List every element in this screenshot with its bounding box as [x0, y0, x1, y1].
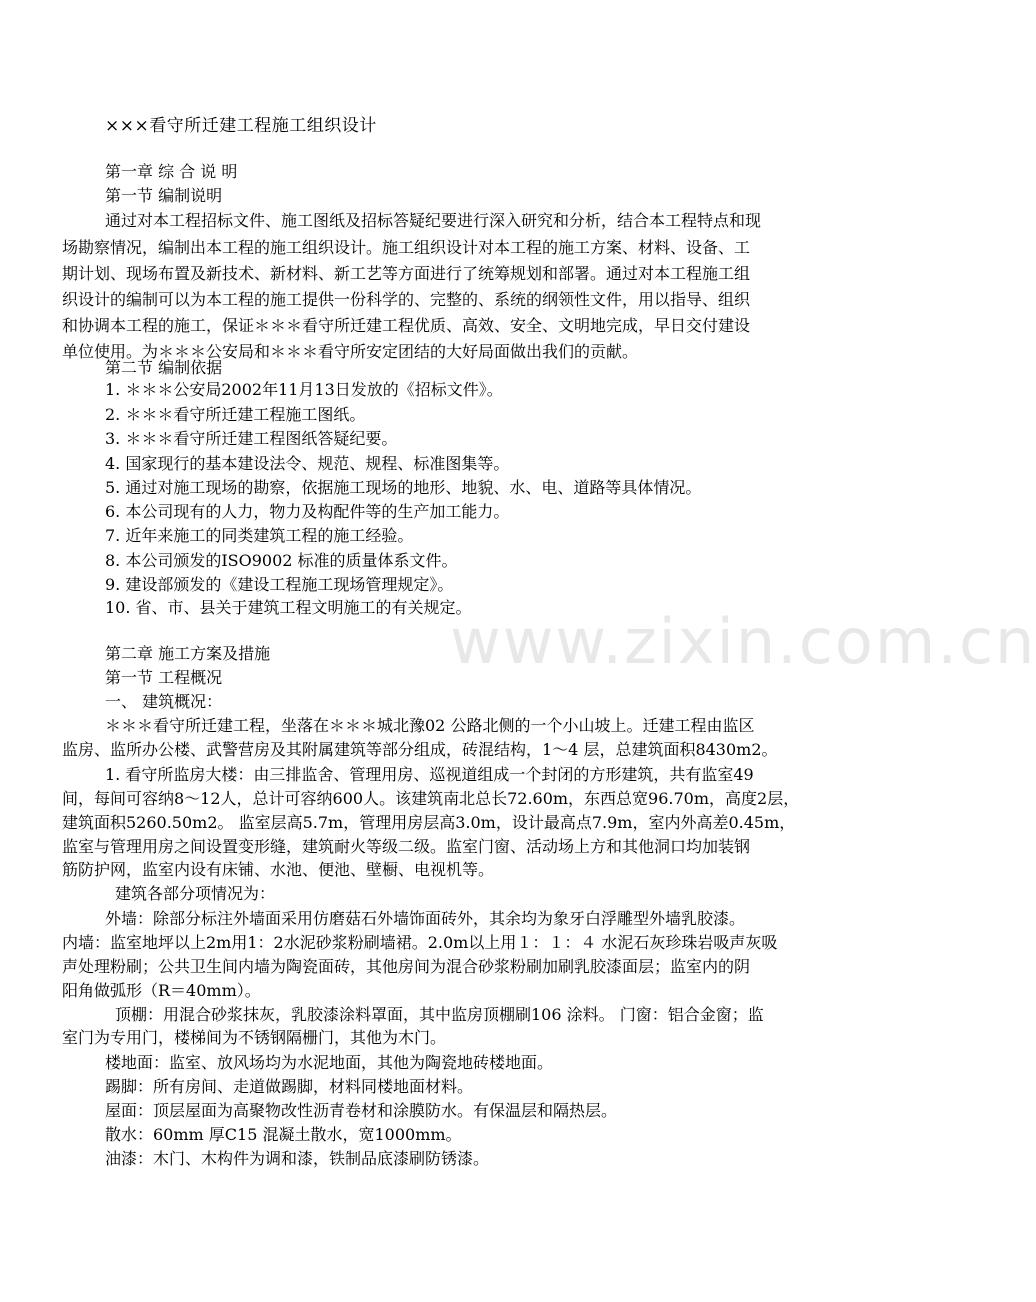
paragraph-line: 屋面：顶层屋面为高聚物改性沥青卷材和涂膜防水。有保温层和隔热层。: [105, 1101, 618, 1120]
chapter1-section1-heading: 第一节 编制说明: [105, 186, 223, 205]
basis-item: 7. 近年来施工的同类建筑工程的施工经验。: [105, 526, 414, 545]
basis-item: 8. 本公司颁发的ISO9002 标准的质量体系文件。: [105, 551, 458, 570]
chapter2-heading: 第二章 施工方案及措施: [105, 644, 271, 663]
paragraph-line: 阳角做弧形（R＝40mm）。: [62, 981, 261, 1000]
paragraph-line: 踢脚：所有房间、走道做踢脚，材料同楼地面材料。: [105, 1077, 474, 1096]
chapter1-section2-heading: 第二节 编制依据: [105, 358, 223, 377]
basis-item: 5. 通过对施工现场的勘察，依据施工现场的地形、地貌、水、电、道路等具体情况。: [105, 478, 702, 497]
basis-item: 4. 国家现行的基本建设法令、规范、规程、标准图集等。: [105, 454, 510, 473]
paragraph-line: 间，每间可容纳8～12人，总计可容纳600人。该建筑南北总长72.60m，东西总宽96.70m，高度2层，: [62, 789, 800, 808]
paragraph-line: 单位使用。为＊＊＊公安局和＊＊＊看守所安定团结的大好局面做出我们的贡献。: [62, 342, 639, 361]
paragraph-line: 室门为专用门，楼梯间为不锈钢隔栅门，其他为木门。: [62, 1028, 447, 1047]
paragraph-line: 场勘察情况，编制出本工程的施工组织设计。施工组织设计对本工程的施工方案、材料、设备、工: [62, 238, 751, 257]
paragraph-line: 顶棚：用混合砂浆抹灰，乳胶漆涂料罩面，其中监房顶棚刷106 涂料。 门窗：铝合金窗；监: [115, 1005, 764, 1024]
paragraph-line: 建筑面积5260.50m2。 监室层高5.7m，管理用房层高3.0m，设计最高点7.9m，室内外高差0.45m，: [62, 813, 796, 832]
chapter2-section1-heading: 第一节 工程概况: [105, 668, 223, 687]
paragraph-line: 监房、监所办公楼、武警营房及其附属建筑等部分组成，砖混结构，1～4 层，总建筑面积8430m2。: [62, 740, 778, 759]
paragraph-line: 油漆：木门、木构件为调和漆，铁制品底漆刷防锈漆。: [105, 1149, 490, 1168]
chapter2-sub-heading: 一、 建筑概况：: [105, 692, 223, 711]
paragraph-line: 筋防护网，监室内设有床铺、水池、便池、壁橱、电视机等。: [62, 860, 495, 879]
chapter1-heading: 第一章 综 合 说 明: [105, 162, 238, 181]
paragraph-line: 内墙：监室地坪以上2m用1：2水泥砂浆粉刷墙裙。2.0m以上用１：１：４ 水泥石灰珍珠岩吸声灰吸: [62, 933, 778, 952]
basis-item: 10. 省、市、县关于建筑工程文明施工的有关规定。: [105, 598, 472, 617]
paragraph-line: 期计划、现场布置及新技术、新材料、新工艺等方面进行了统筹规划和部署。通过对本工程施工组: [62, 264, 751, 283]
basis-item: 2. ＊＊＊看守所迁建工程施工图纸。: [105, 405, 366, 424]
basis-item: 6. 本公司现有的人力，物力及构配件等的生产加工能力。: [105, 502, 510, 521]
document-title: ×××看守所迁建工程施工组织设计: [105, 116, 377, 136]
watermark: www.zixin.com.cn: [450, 605, 1036, 678]
details-heading: 建筑各部分项情况为：: [115, 884, 276, 903]
paragraph-line: 声处理粉刷；公共卫生间内墙为陶瓷面砖，其他房间为混合砂浆粉刷加刷乳胶漆面层；监室内的阴: [62, 957, 751, 976]
basis-item: 9. 建设部颁发的《建设工程施工现场管理规定》。: [105, 575, 454, 594]
paragraph-line: ＊＊＊看守所迁建工程，坐落在＊＊＊城北豫02 公路北侧的一个小山坡上。迁建工程由监区: [105, 716, 755, 735]
paragraph-line: 通过对本工程招标文件、施工图纸及招标答疑纪要进行深入研究和分析，结合本工程特点和现: [105, 211, 762, 230]
paragraph-line: 楼地面：监室、放风场均为水泥地面，其他为陶瓷地砖楼地面。: [105, 1053, 554, 1072]
paragraph-line: 散水：60mm 厚C15 混凝土散水，宽1000mm。: [105, 1125, 462, 1144]
paragraph-line: 外墙：除部分标注外墙面采用仿磨菇石外墙饰面砖外，其余均为象牙白浮雕型外墙乳胶漆。: [105, 909, 746, 928]
paragraph-line: 和协调本工程的施工，保证＊＊＊看守所迁建工程优质、高效、安全、文明地完成，早日交付建设: [62, 316, 751, 335]
basis-item: 3. ＊＊＊看守所迁建工程图纸答疑纪要。: [105, 429, 398, 448]
basis-item: 1. ＊＊＊公安局2002年11月13日发放的《招标文件》。: [105, 380, 503, 399]
paragraph-line: 1. 看守所监房大楼：由三排监舍、管理用房、巡视道组成一个封闭的方形建筑，共有监室49: [105, 765, 754, 784]
paragraph-line: 监室与管理用房之间设置变形缝，建筑耐火等级二级。监室门窗、活动场上方和其他洞口均加装钢: [62, 837, 751, 856]
paragraph-line: 织设计的编制可以为本工程的施工提供一份科学的、完整的、系统的纲领性文件，用以指导、组织: [62, 290, 751, 309]
